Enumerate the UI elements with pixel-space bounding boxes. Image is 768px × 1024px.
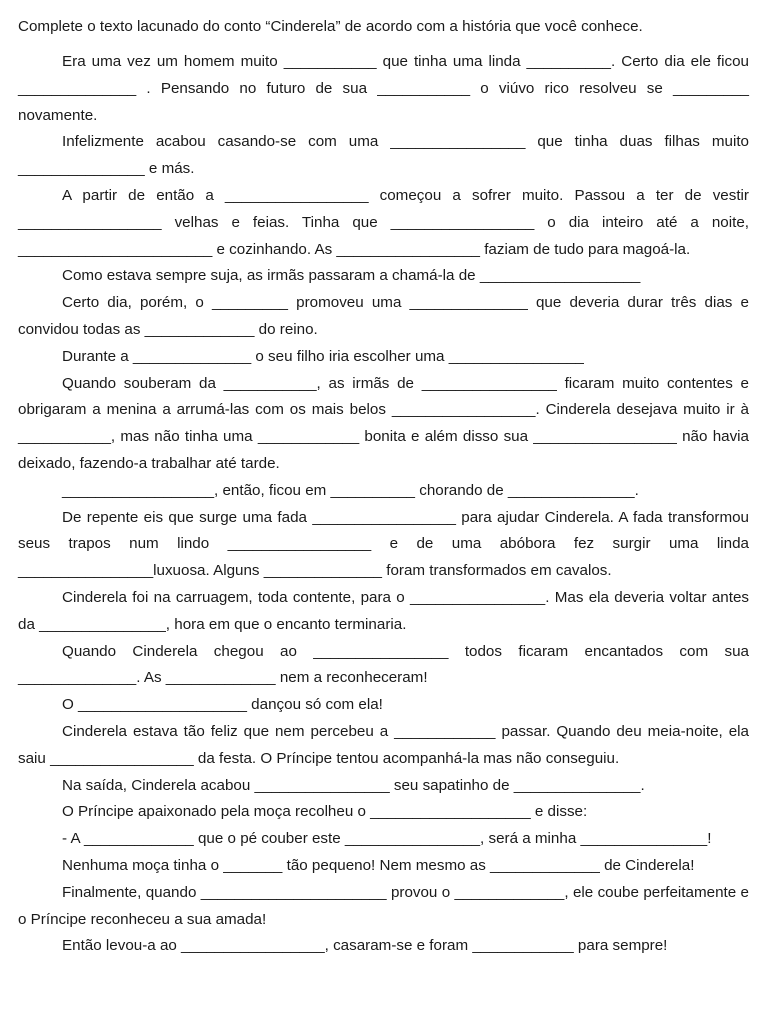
paragraph-8: __________________, então, ficou em __________ chorando de _______________. — [62, 481, 639, 499]
paragraph-11: Quando Cinderela chegou ao ________________ todos ficaram encantados com sua ______________. As _____________ nem a reconheceram! — [18, 642, 749, 687]
paragraph-16: - A _____________ que o pé couber este ________________, será a minha _______________! — [62, 830, 712, 848]
paragraph-13: Cinderela estava tão feliz que nem percebeu a ____________ passar. Quando deu meia-noite, ela saiu _________________ da festa. O Príncipe tentou acompanhá-la mas não conseguiu. — [18, 722, 749, 767]
paragraph-7: Quando souberam da ___________, as irmãs de ________________ ficaram muito contentes e obrigaram a menina a arrumá-las com os mais belos _________________. Cinderela desejava muito ir à ___________, mas não tinha uma ____________ bonita e além disso sua _________________ não havia deixado, fazendo-a trabalhar até tarde. — [18, 374, 749, 472]
paragraph-17: Nenhuma moça tinha o _______ tão pequeno! Nem mesmo as _____________ de Cinderela! — [62, 856, 695, 874]
story-text — [18, 49, 749, 960]
paragraph-12: O ____________________ dançou só com ela! — [62, 696, 383, 714]
paragraph-10: Cinderela foi na carruagem, toda contente, para o ________________. Mas ela deveria voltar antes da _______________, hora em que o encanto terminaria. — [18, 588, 749, 633]
paragraph-18: Finalmente, quando ______________________ provou o _____________, ele coube perfeitamente e o Príncipe reconheceu a sua amada! — [18, 883, 749, 928]
paragraph-14: Na saída, Cinderela acabou ________________ seu sapatinho de _______________. — [62, 776, 645, 794]
instruction-text: Complete o texto lacunado do conto “Cinderela” de acordo com a história que você conhece. — [18, 18, 643, 35]
paragraph-19: Então levou-a ao _________________, casaram-se e foram ____________ para sempre! — [62, 937, 668, 955]
paragraph-9: De repente eis que surge uma fada _________________ para ajudar Cinderela. A fada transformou seus trapos num lindo _________________ e de uma abóbora fez surgir uma linda ________________luxuosa. Alguns ______________ foram transformados em cavalos. — [18, 508, 749, 580]
paragraph-1: Era uma vez um homem muito ___________ que tinha uma linda __________. Certo dia ele ficou ______________ . Pensando no futuro de sua ___________ o viúvo rico resolveu se _________ novamente. — [18, 53, 749, 124]
paragraph-4: Como estava sempre suja, as irmãs passaram a chamá-la de ___________________ — [62, 267, 641, 285]
paragraph-5: Certo dia, porém, o _________ promoveu uma ______________ que deveria durar três dias e convidou todas as _____________ do reino. — [18, 294, 749, 338]
paragraph-3: A partir de então a _________________ começou a sofrer muito. Passou a ter de vestir _________________ velhas e feias. Tinha que _________________ o dia inteiro até a noite, _______________________ e cozinhando. As _________________ faziam de tudo para magoá-la. — [18, 186, 749, 258]
paragraph-2: Infelizmente acabou casando-se com uma ________________ que tinha duas filhas muito _______________ e más. — [18, 133, 749, 178]
paragraph-15: O Príncipe apaixonado pela moça recolheu o ___________________ e disse: — [62, 803, 588, 821]
paragraph-6: Durante a ______________ o seu filho iria escolher uma ________________ — [62, 347, 584, 365]
